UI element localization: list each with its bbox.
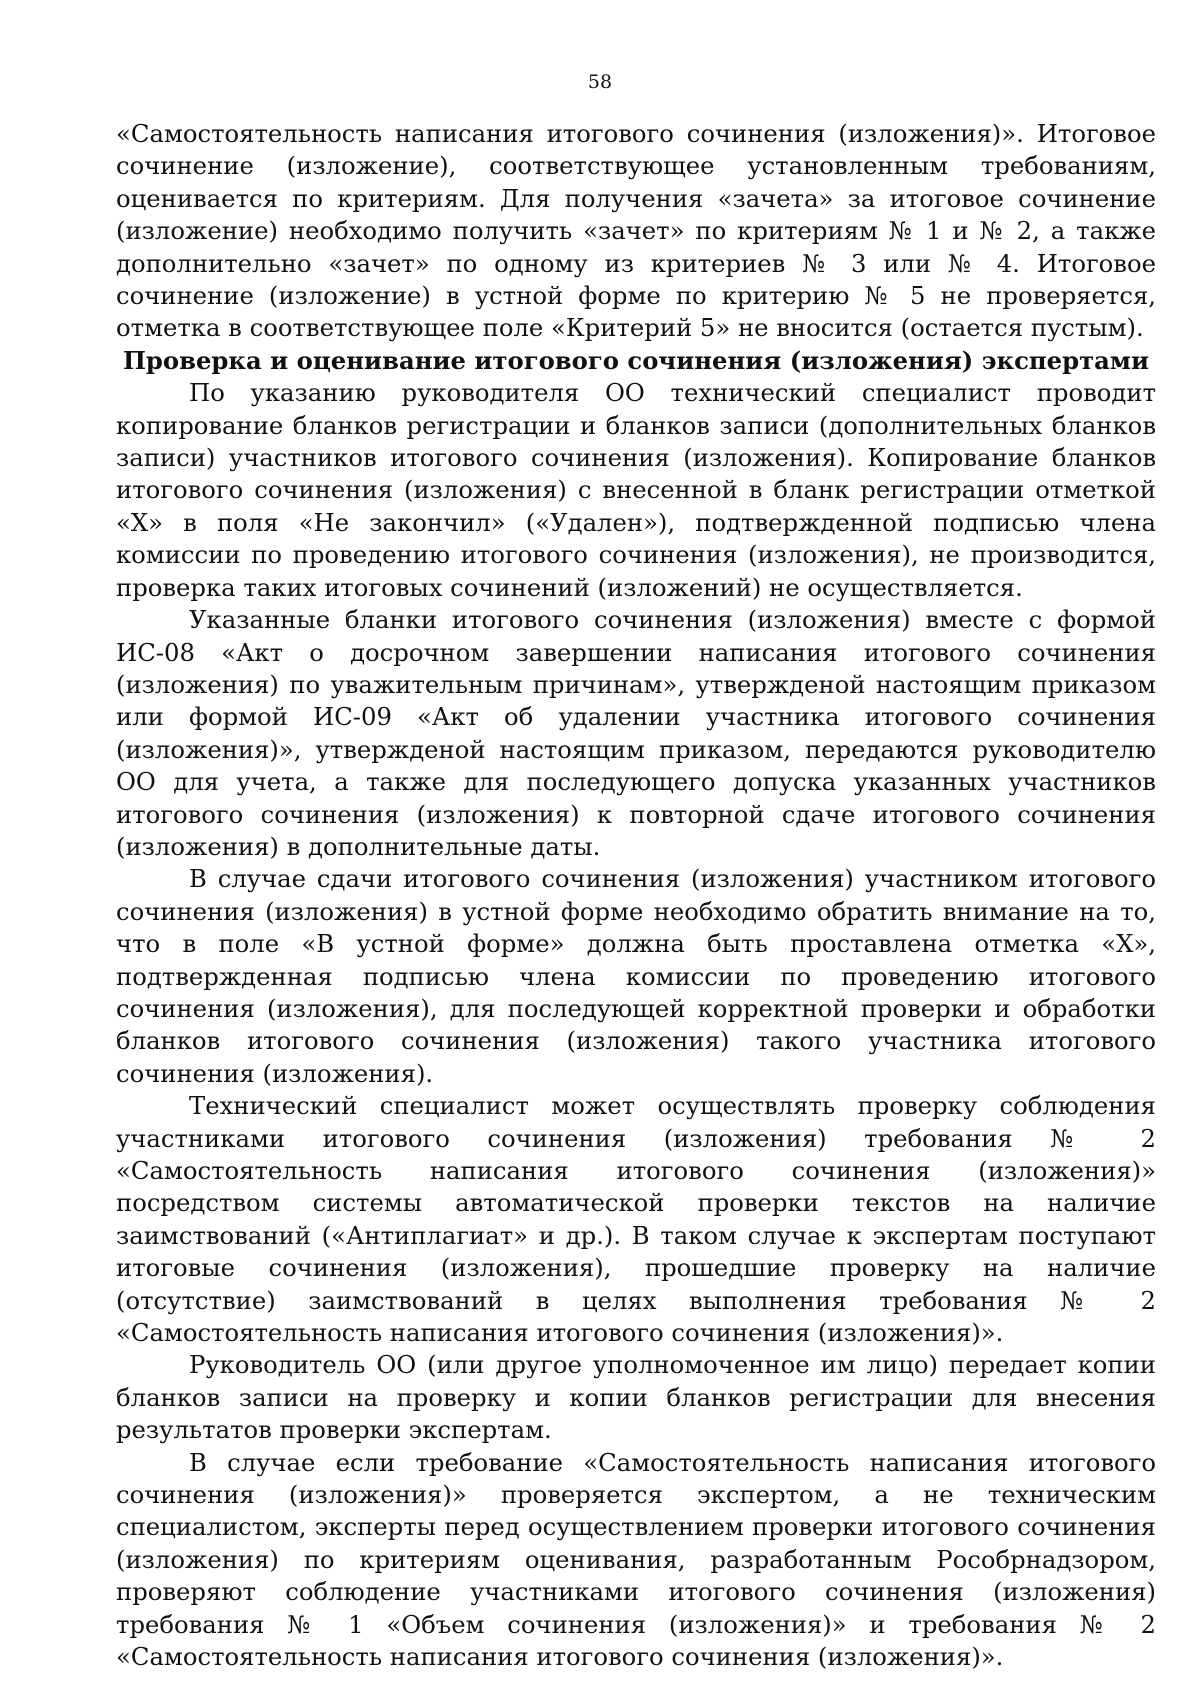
paragraph-transfer: Руководитель ОО (или другое уполномоченное им лицо) передает копии бланков записи на проверку и копии бланков регистрации для внесения результатов проверки экспертам. <box>116 1350 1156 1445</box>
paragraph-expert-check: В случае если требование «Самостоятельность написания итогового сочинения (изложения)» проверяется экспертом, а не техническим специалистом, эксперты перед осуществлением проверки итогового сочинения (изложения) по критериям оценивания, разработанным Рособрнадзором, проверяют соблюдение участниками итогового сочинения (изложения) требования № 1 «Объем сочинения (изложения)» и требования № 2 «Самостоятельность написания итогового сочинения (изложения)». <box>116 1447 1156 1672</box>
paragraph-criteria-continuation: «Самостоятельность написания итогового сочинения (изложения)». Итоговое сочинение (изложение), соответствующее установленным требованиям, оценивается по критериям. Для получения «зачета» за итоговое сочинение (изложение) необходимо получить «зачет» по критериям № 1 и № 2, а также дополнительно «зачет» по одному из критериев № 3 или № 4. Итоговое сочинение (изложение) в устной форме по критерию № 5 не проверяется, отметка в соответствующее поле «Критерий 5» не вносится (остается пустым). <box>116 119 1156 343</box>
document-body <box>116 118 1156 1674</box>
paragraph-forms: Указанные бланки итогового сочинения (изложения) вместе с формой ИС-08 «Акт о досрочном завершении написания итогового сочинения (изложения) по уважительным причинам», утвержденой настоящим приказом или формой ИС-09 «Акт об удалении участника итогового сочинения (изложения)», утвержденой настоящим приказом, передаются руководителю ОО для учета, а также для последующего допуска указанных участников итогового сочинения (изложения) к повторной сдаче итогового сочинения (изложения) в дополнительные даты. <box>116 605 1156 861</box>
page-number: 58 <box>587 71 613 93</box>
paragraph-antiplagiat: Технический специалист может осуществлять проверку соблюдения участниками итогового сочинения (изложения) требования № 2 «Самостоятельность написания итогового сочинения (изложения)» посредством системы автоматической проверки текстов на наличие заимствований («Антиплагиат» и др.). В таком случае к экспертам поступают итоговые сочинения (изложения), прошедшие проверку на наличие (отсутствие) заимствований в целях выполнения требования № 2 «Самостоятельность написания итогового сочинения (изложения)». <box>116 1091 1156 1348</box>
paragraph-oral-form: В случае сдачи итогового сочинения (изложения) участником итогового сочинения (изложения) в устной форме необходимо обратить внимание на то, что в поле «В устной форме» должна быть проставлена отметка «Х», подтвержденная подписью члена комиссии по проведению итогового сочинения (изложения), для последующей корректной проверки и обработки бланков итогового сочинения (изложения) такого участника итогового сочинения (изложения). <box>116 864 1156 1088</box>
paragraph-copying: По указанию руководителя ОО технический специалист проводит копирование бланков регистрации и бланков записи (дополнительных бланков записи) участников итогового сочинения (изложения). Копирование бланков итогового сочинения (изложения) с внесенной в бланк регистрации отметкой «Х» в поля «Не закончил» («Удален»), подтвержденной подписью члена комиссии по проведению итогового сочинения (изложения), не производится, проверка таких итоговых сочинений (изложений) не осуществляется. <box>116 378 1156 602</box>
section-heading: Проверка и оценивание итогового сочинения (изложения) экспертами <box>122 345 1150 375</box>
